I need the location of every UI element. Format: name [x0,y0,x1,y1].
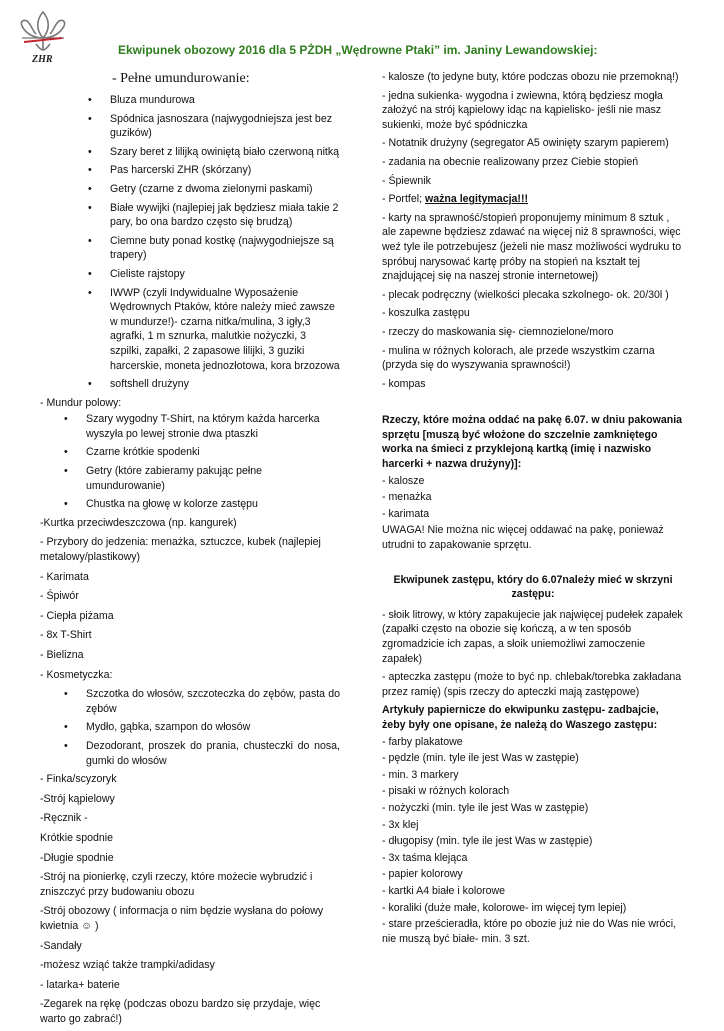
list-item: • Ciemne buty ponad kostkę (najwygodniejsze są trapery) [40,234,340,263]
list-item: - karty na sprawność/stopień proponujemy minimum 8 sztuk , ale zapewne będziesz zdawać na więcej niż 8 sprawności, więc weź tyle ile potrzebujesz (jeżeli nie masz możliwości wydruku to spróbuj narysować kartę próby na stopień na kształt tej znajdującej się na naszej stronie internetowej) [382,211,682,283]
list-item: - Notatnik drużyny (segregator A5 owinięty szarym papierem) [382,137,669,150]
list-item: - kompas [382,377,426,390]
list-item: - Kosmetyczka: [40,668,113,681]
list-item: - apteczka zastępu (może to być np. chlebak/torebka zakładana przez ramię) (spis rzeczy do apteczki mają zastępowe) [382,671,682,698]
uniform-heading: - Pełne umundurowanie: [112,71,250,86]
list-item: - zadania na obecnie realizowany przez Ciebie stopień [382,155,639,168]
gear-list-b [40,772,340,1026]
uniform-list [40,93,340,392]
patrol-gear-heading: Ekwipunek zastępu, który do 6.07należy mieć w skrzyni zastępu: [393,573,673,601]
list-item: - papier kolorowy [382,868,463,881]
list-item: -Sandały [40,939,82,952]
pack-heading: Rzeczy, które można oddać na pakę 6.07. w dniu pakowania sprzętu [muszą być włożone do szczelnie zamkniętego worka na śmieci z przyklejoną kartką (imię i nazwisko harcerki + nazwa drużyny)]: [382,414,683,471]
list-item: - latarka+ baterie [40,978,120,991]
list-item: - 3x klej [382,818,419,831]
list-item: - Śpiwór [40,590,79,603]
list-item: -Strój kąpielowy [40,792,115,805]
list-item: • Dezodorant, proszek do prania, chusteczki do nosa, gumki do włosów [40,739,340,768]
left-column [40,70,340,1031]
toiletry-list [40,687,340,768]
list-item: Krótkie spodnie [40,831,114,844]
svg-text:ZHR: ZHR [32,54,53,65]
list-item: • Spódnica jasnoszara (najwygodniejsza jest bez guzików) [40,112,340,141]
list-item: • Pas harcerski ZHR (skórzany) [40,163,340,178]
list-item: -Długie spodnie [40,851,114,864]
list-item: • Szary wygodny T-Shirt, na którym każda harcerka wyszyła po lewej stronie dwa ptaszki [40,412,340,441]
list-item: - Finka/scyzoryk [40,773,117,786]
list-item: • Czarne krótkie spodenki [40,445,340,460]
list-item: -Ręcznik - [40,812,88,825]
list-item: - menażka [382,491,432,504]
list-item: - pisaki w różnych kolorach [382,785,510,798]
list-item: - kalosze (to jedyne buty, które podczas obozu nie przemokną!) [382,71,679,83]
list-item: • softshell drużyny [40,377,340,392]
field-uniform-list [40,412,340,512]
list-item: - długopisy (min. tyle ile jest Was w zastępie) [382,835,593,848]
stationery-heading: Artykuły papiernicze do ekwipunku zastępu- zadbajcie, żeby były one opisane, że należą do Waszego zastępu: [382,704,659,731]
list-item: - min. 3 markery [382,768,459,781]
list-item: • Białe wywijki (najlepiej jak będziesz miała takie 2 pary, bo ona bardzo często się brudzą) [40,201,340,230]
right-column [382,70,684,948]
zhr-lily-logo [14,8,72,66]
list-item: - farby plakatowe [382,735,463,748]
document-title: Ekwipunek obozowy 2016 dla 5 PŻDH „Wędrowne Ptaki” im. Janiny Lewandowskiej: [118,43,598,57]
list-item: - Ciepła piżama [40,609,114,622]
list-item: • Chustka na głowę w kolorze zastępu [40,497,340,512]
pack-warning: UWAGA! Nie można nic więcej oddawać na pakę, ponieważ utrudni to zapakowanie sprzętu. [382,524,664,552]
list-item: -Strój na pionierkę, czyli rzeczy, które możecie wybrudzić i zniszczyć przy budowaniu obozu [40,871,313,898]
list-item: - kartki A4 białe i kolorowe [382,884,506,897]
list-item: - karimata [382,507,430,520]
list-item: - stare prześcieradła, które po obozie już nie do Was nie wróci, nie muszą być białe- min. 3 szt. [382,918,677,945]
list-item: - mulina w różnych kolorach, ale przede wszystkim czarna (przyda się do wyszywania sprawności!) [382,344,655,372]
list-item: • Getry (które zabieramy pakując pełne umundurowanie) [40,464,340,493]
list-item: -Zegarek na rękę (podczas obozu bardzo się przydaje, więc warto go zabrać!) [40,998,321,1025]
id-card-note: ważna legitymacja!!! [424,193,529,206]
list-item: • Mydło, gąbka, szampon do włosów [40,720,340,735]
list-item: - Karimata [40,570,89,583]
list-item: • IWWP (czyli Indywidualne Wyposażenie Wędrownych Ptaków, które należy mieć zawsze w mundurze!)- czarna nitka/mulina, 3 igły,3 agrafki, 1 m sznurka, malutkie nożyczki, 3 szpilki, zapałki, 2 zapasowe lilijki, 3 guziki harcerskie, moneta jednozłotowa, kora brzozowa [40,286,340,374]
list-item: - Bielizna [40,649,84,661]
list-item: - słoik litrowy, w który zapakujecie jak najwięcej pudełek zapałek (zapałki często na obozie się kończą, a w ten sposób zgromadzicie ich zapas, a słoik uniemożliwi zamoczenie zapałek) [382,608,683,665]
list-item: - Śpiewnik [382,174,431,187]
list-item: - pędzle (min. tyle ile jest Was w zastępie) [382,752,579,765]
patrol-gear-list [382,608,684,700]
gear-list-c [382,70,684,188]
gear-list-a [40,516,340,682]
list-item: - nożyczki (min. tyle ile jest Was w zastępie) [382,801,589,814]
field-uniform-heading: - Mundur polowy: [40,396,122,409]
list-item: - 8x T-Shirt [40,629,92,642]
list-item: - rzeczy do maskowania się- ciemnozielone/moro [382,325,614,338]
wallet-line [382,192,684,207]
pack-list [382,474,684,522]
list-item: - koraliki (duże małe, kolorowe- im więcej tym lepiej) [382,901,627,914]
list-item: - jedna sukienka- wygodna i zwiewna, którą będziesz mogła założyć na strój kąpielowy idąc na kąpielisko- jeśli nie masz sukienki, może być spódniczka [382,89,663,131]
list-item: • Bluza mundurowa [40,93,340,108]
list-item: -Kurtka przeciwdeszczowa (np. kangurek) [40,516,237,529]
list-item: - Przybory do jedzenia: menażka, sztuczce, kubek (najlepiej metalowy/plastikowy) [40,536,321,564]
list-item: • Szczotka do włosów, szczoteczka do zębów, pasta do zębów [40,687,340,716]
gear-list-d [382,211,684,392]
list-item: - koszulka zastępu [382,307,470,320]
list-item: • Szary beret z lilijką owiniętą biało czerwoną nitką [40,145,340,160]
list-item: - plecak podręczny (wielkości plecaka szkolnego- ok. 20/30l ) [382,288,669,301]
stationery-list [382,735,684,947]
list-item: • Cieliste rajstopy [40,267,340,282]
list-item: • Getry (czarne z dwoma zielonymi paskami) [40,182,340,197]
list-item: - kalosze [382,474,425,487]
list-item: -Strój obozowy ( informacja o nim będzie wysłana do połowy kwietnia ☺ ) [40,905,324,932]
list-item: -możesz wziąć także trampki/adidasy [40,959,215,972]
wallet-label: - Portfel; [382,193,425,206]
list-item: - 3x taśma klejąca [382,851,468,864]
